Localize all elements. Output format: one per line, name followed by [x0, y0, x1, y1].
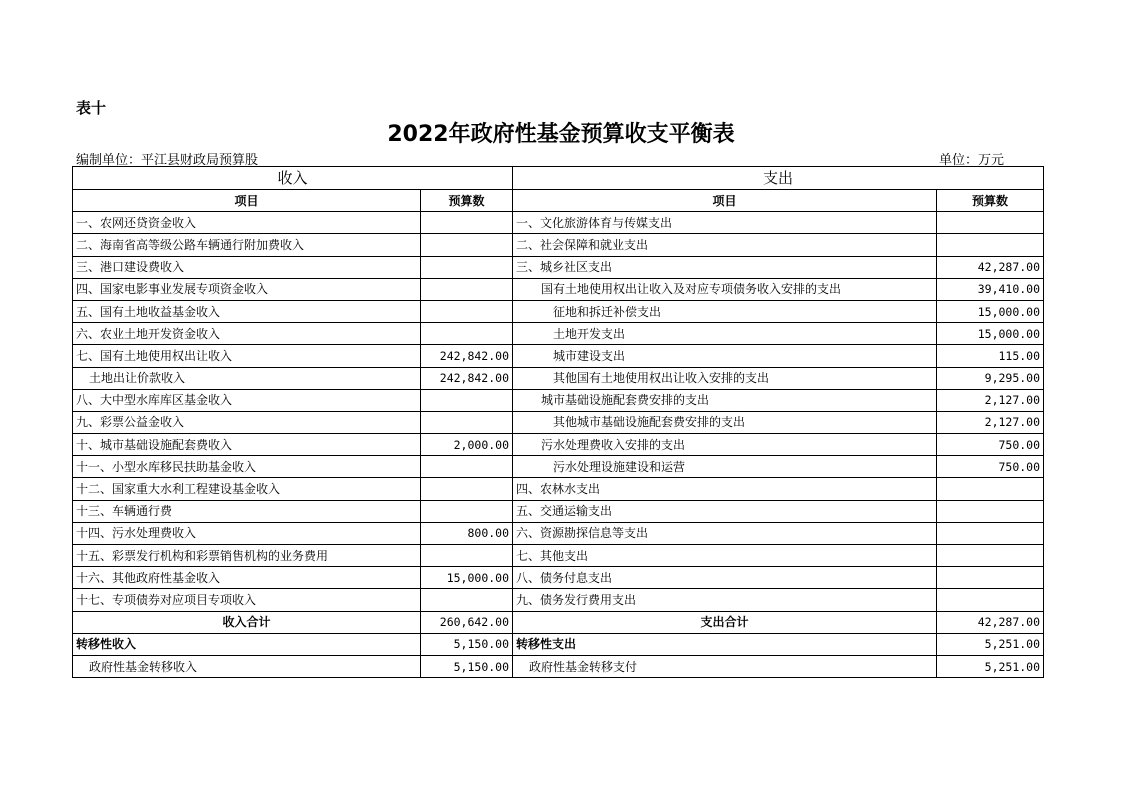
transfer-income-value: 5,150.00	[421, 633, 513, 655]
income-value	[421, 411, 513, 433]
income-item: 十二、国家重大水利工程建设基金收入	[73, 478, 421, 500]
table-row	[73, 589, 1044, 611]
expense-total-label: 支出合计	[513, 611, 937, 633]
income-total-value: 260,642.00	[421, 611, 513, 633]
expense-value: 42,287.00	[937, 256, 1044, 278]
expense-item: 二、社会保障和就业支出	[513, 234, 937, 256]
income-total-label: 收入合计	[73, 611, 421, 633]
expense-value: 15,000.00	[937, 300, 1044, 322]
expense-item: 三、城乡社区支出	[513, 256, 937, 278]
fund-transfer-expense-value: 5,251.00	[937, 655, 1044, 677]
income-value	[421, 589, 513, 611]
expense-item: 征地和拆迁补偿支出	[513, 300, 937, 322]
expense-item: 五、交通运输支出	[513, 500, 937, 522]
income-value: 15,000.00	[421, 567, 513, 589]
income-item: 十、城市基础设施配套费收入	[73, 434, 421, 456]
income-value	[421, 389, 513, 411]
income-value	[421, 478, 513, 500]
income-item: 七、国有土地使用权出让收入	[73, 345, 421, 367]
income-value	[421, 234, 513, 256]
expense-value	[937, 545, 1044, 567]
expense-item-header: 项目	[513, 190, 937, 212]
income-value	[421, 300, 513, 322]
expense-value	[937, 500, 1044, 522]
transfer-income-label: 转移性收入	[73, 633, 421, 655]
income-value	[421, 545, 513, 567]
totals-row	[73, 611, 1044, 633]
expense-value	[937, 212, 1044, 234]
table-row	[73, 545, 1044, 567]
page-title: 2022年政府性基金预算收支平衡表	[387, 122, 735, 147]
income-value	[421, 323, 513, 345]
expense-item: 九、债务发行费用支出	[513, 589, 937, 611]
income-item: 十三、车辆通行费	[73, 500, 421, 522]
table-row	[73, 278, 1044, 300]
income-item: 十六、其他政府性基金收入	[73, 567, 421, 589]
income-value	[421, 456, 513, 478]
transfer-detail-row	[73, 655, 1044, 677]
expense-item: 一、文化旅游体育与传媒支出	[513, 212, 937, 234]
table-row	[73, 212, 1044, 234]
expense-item: 六、资源勘探信息等支出	[513, 522, 937, 544]
income-item: 四、国家电影事业发展专项资金收入	[73, 278, 421, 300]
table-row	[73, 522, 1044, 544]
expense-item: 八、债务付息支出	[513, 567, 937, 589]
expense-value	[937, 567, 1044, 589]
income-item: 二、海南省高等级公路车辆通行附加费收入	[73, 234, 421, 256]
expense-value: 39,410.00	[937, 278, 1044, 300]
table-row	[73, 478, 1044, 500]
income-budget-header: 预算数	[421, 190, 513, 212]
table-row	[73, 500, 1044, 522]
table-row	[73, 411, 1044, 433]
income-item: 十四、污水处理费收入	[73, 522, 421, 544]
transfer-expense-label: 转移性支出	[513, 633, 937, 655]
table-row	[73, 345, 1044, 367]
expense-item: 其他国有土地使用权出让收入安排的支出	[513, 367, 937, 389]
section-header-row	[73, 167, 1044, 190]
income-item: 五、国有土地收益基金收入	[73, 300, 421, 322]
expense-item: 土地开发支出	[513, 323, 937, 345]
table-row	[73, 567, 1044, 589]
table-row	[73, 256, 1044, 278]
income-item-header: 项目	[73, 190, 421, 212]
fund-transfer-income-value: 5,150.00	[421, 655, 513, 677]
transfer-row	[73, 633, 1044, 655]
table-row	[73, 323, 1044, 345]
income-item: 六、农业土地开发资金收入	[73, 323, 421, 345]
transfer-expense-value: 5,251.00	[937, 633, 1044, 655]
table-row	[73, 367, 1044, 389]
income-value	[421, 278, 513, 300]
fund-transfer-expense-label: 政府性基金转移支付	[513, 655, 937, 677]
compiling-unit: 编制单位：平江县财政局预算股	[76, 153, 259, 168]
income-value: 242,842.00	[421, 345, 513, 367]
table-row	[73, 434, 1044, 456]
income-value: 2,000.00	[421, 434, 513, 456]
expense-value: 15,000.00	[937, 323, 1044, 345]
income-item: 十五、彩票发行机构和彩票销售机构的业务费用	[73, 545, 421, 567]
income-section-header: 收入	[73, 167, 513, 190]
expense-item: 其他城市基础设施配套费安排的支出	[513, 411, 937, 433]
income-item: 十七、专项债券对应项目专项收入	[73, 589, 421, 611]
currency-unit: 单位：万元	[939, 153, 1005, 168]
income-value	[421, 500, 513, 522]
income-value	[421, 256, 513, 278]
income-item: 土地出让价款收入	[73, 367, 421, 389]
expense-value: 750.00	[937, 456, 1044, 478]
expense-item: 城市建设支出	[513, 345, 937, 367]
income-item: 一、农网还贷资金收入	[73, 212, 421, 234]
table-number-label: 表十	[76, 99, 107, 117]
fund-transfer-income-label: 政府性基金转移收入	[73, 655, 421, 677]
column-header-row	[73, 190, 1044, 212]
income-item: 九、彩票公益金收入	[73, 411, 421, 433]
expense-total-value: 42,287.00	[937, 611, 1044, 633]
expense-section-header: 支出	[513, 167, 1044, 190]
expense-value	[937, 478, 1044, 500]
expense-item: 四、农林水支出	[513, 478, 937, 500]
table-row	[73, 456, 1044, 478]
expense-value: 2,127.00	[937, 411, 1044, 433]
table-row	[73, 300, 1044, 322]
budget-balance-table	[72, 166, 1044, 678]
expense-value	[937, 234, 1044, 256]
expense-item: 污水处理费收入安排的支出	[513, 434, 937, 456]
income-item: 八、大中型水库库区基金收入	[73, 389, 421, 411]
income-value: 800.00	[421, 522, 513, 544]
expense-value: 9,295.00	[937, 367, 1044, 389]
expense-value: 750.00	[937, 434, 1044, 456]
expense-value	[937, 522, 1044, 544]
income-item: 三、港口建设费收入	[73, 256, 421, 278]
expense-value: 115.00	[937, 345, 1044, 367]
table-row	[73, 389, 1044, 411]
expense-value	[937, 589, 1044, 611]
expense-item: 污水处理设施建设和运营	[513, 456, 937, 478]
expense-item: 七、其他支出	[513, 545, 937, 567]
income-item: 十一、小型水库移民扶助基金收入	[73, 456, 421, 478]
expense-value: 2,127.00	[937, 389, 1044, 411]
expense-item: 城市基础设施配套费安排的支出	[513, 389, 937, 411]
expense-budget-header: 预算数	[937, 190, 1044, 212]
expense-item: 国有土地使用权出让收入及对应专项债务收入安排的支出	[513, 278, 937, 300]
table-row	[73, 234, 1044, 256]
income-value	[421, 212, 513, 234]
income-value: 242,842.00	[421, 367, 513, 389]
